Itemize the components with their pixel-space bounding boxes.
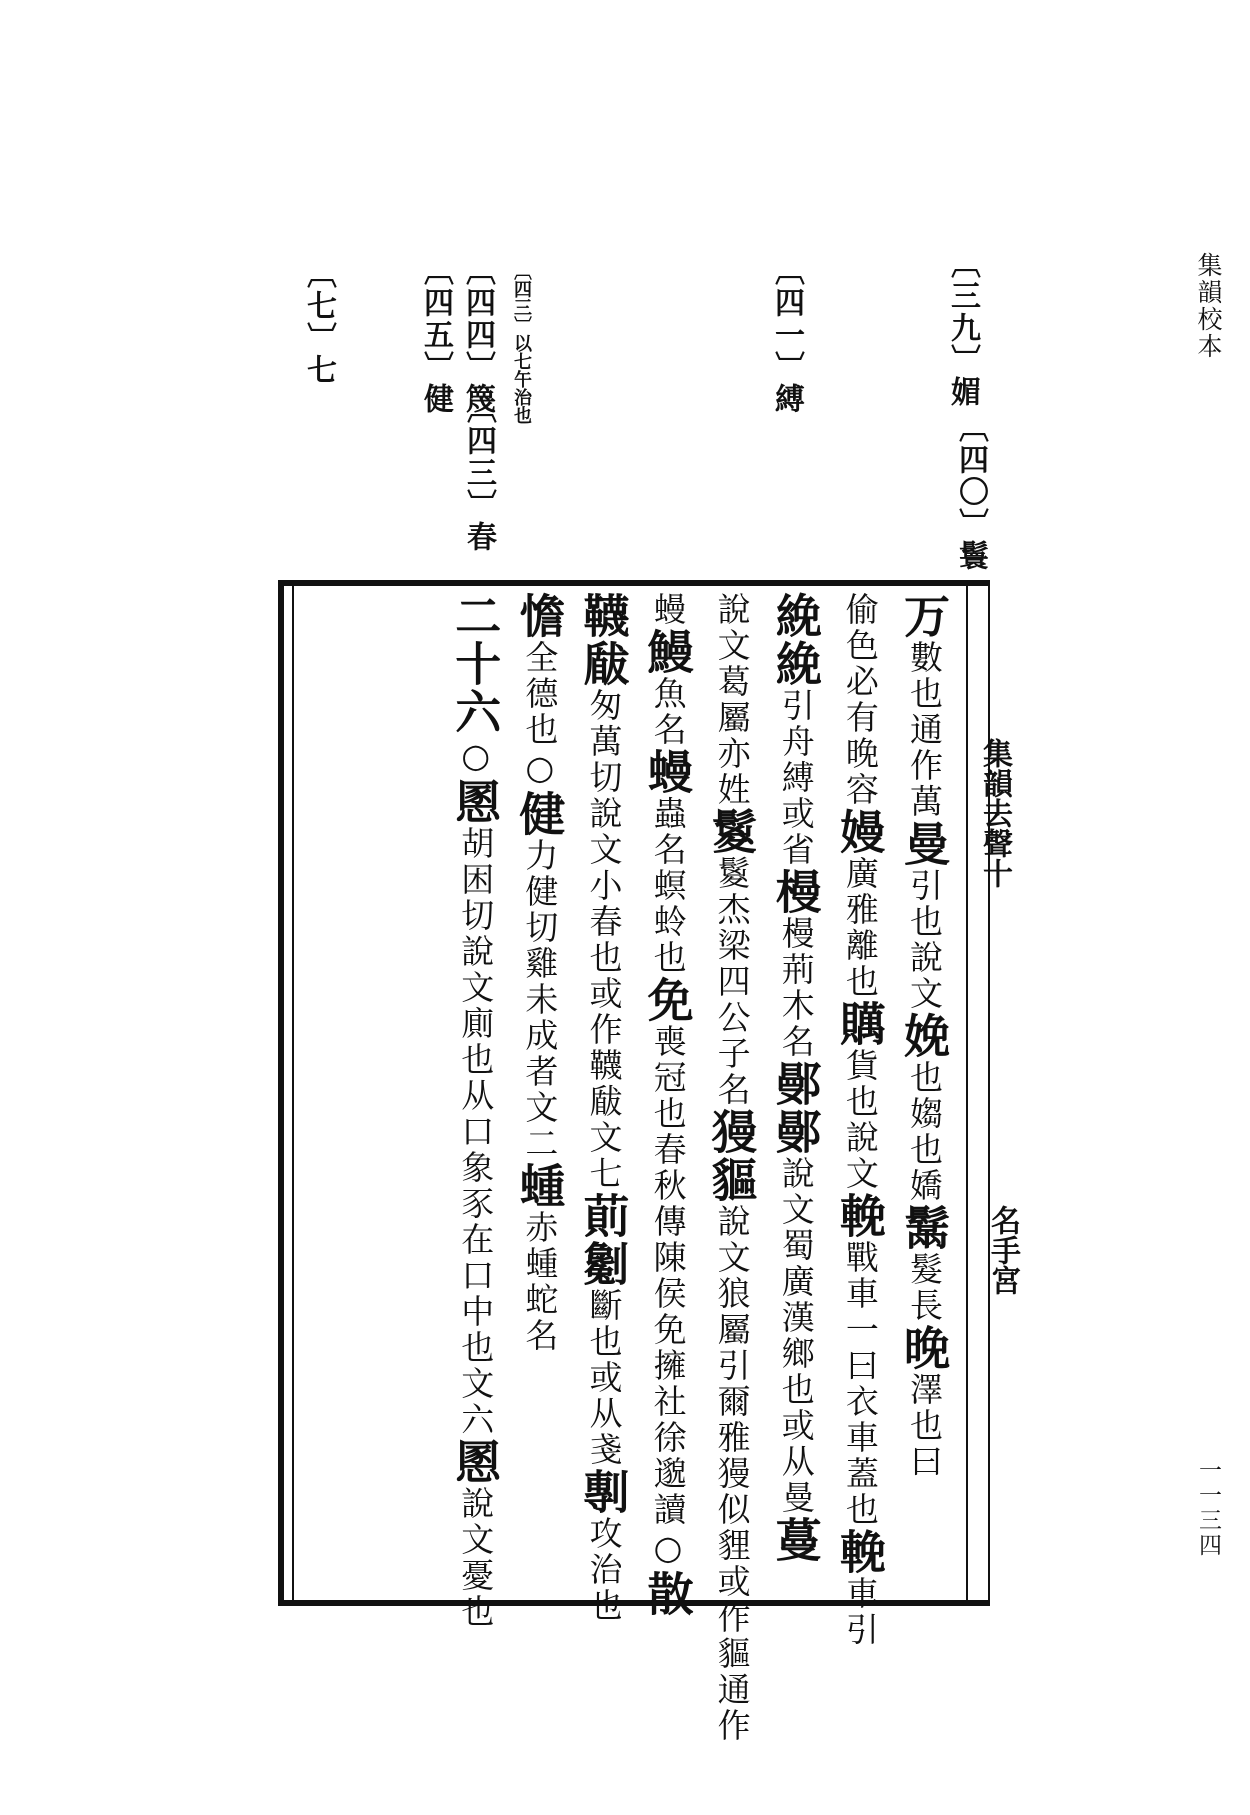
collation-note-41: 〔四一〕縛 bbox=[769, 255, 804, 415]
text-column-7: 憺全德也○健力健切雞未成者文二蝩赤蝩蛇名 bbox=[512, 592, 567, 1354]
running-header-book-title: 集韻校本 bbox=[1194, 252, 1223, 360]
text-column-6: 韈瞂匆萬切說文小春也或作韈瞂文七萴劖斷也或从戔剸攻治也 bbox=[576, 592, 631, 1624]
collation-note-46: 〔七〕七 bbox=[301, 258, 336, 386]
collation-note-44: 〔四四〕篾 bbox=[460, 255, 495, 415]
collation-note-43: 〔四三〕春 bbox=[461, 393, 496, 553]
text-column-5: 蟃鰻魚名蟃蟲名螟蛉也免喪冠也春秋傳陳侯免擁社徐邈讀○散 bbox=[640, 592, 695, 1618]
text-column-4: 說文葛屬亦姓鬉鬉杰梁四公子名獌貙說文狼屬引爾雅獌似貍或作貙通作 bbox=[704, 592, 759, 1744]
margin-handwriting-1: 集韻去聲十 bbox=[977, 738, 1012, 888]
collation-note-45: 〔四五〕健 bbox=[418, 255, 453, 415]
margin-handwriting-2: 名手宮 bbox=[985, 1205, 1020, 1295]
page-number: 一一三四 bbox=[1195, 1458, 1221, 1558]
text-column-8: 二十六○慁胡困切說文廁也从口象豕在口中也文六慁說文憂也 bbox=[448, 592, 503, 1630]
collation-note-39: 〔三九〕媚 bbox=[945, 248, 980, 408]
woodblock-print-frame bbox=[278, 580, 990, 1744]
text-column-1: 万數也通作萬曼引也說文娩也媰也嬌鬗髮長晚澤也曰 bbox=[897, 592, 951, 1480]
text-column-3: 絻絻引舟縛或省槾槾荊木名鄤鄤說文蜀廣漢鄉也或从曼蔓 bbox=[768, 592, 823, 1564]
collation-note-40: 〔四〇〕鬟 bbox=[953, 412, 988, 572]
main-text-block bbox=[447, 592, 952, 1744]
frame-inner-rule bbox=[292, 586, 294, 1600]
text-column-2: 偷色必有晚容嫚廣雅離也贎貨也說文輓戰車一曰衣車蓋也輓車引 bbox=[832, 592, 887, 1648]
collation-note-42: 〔四三〕以七午治也 bbox=[511, 262, 532, 424]
frame-column-rule bbox=[966, 586, 968, 1600]
